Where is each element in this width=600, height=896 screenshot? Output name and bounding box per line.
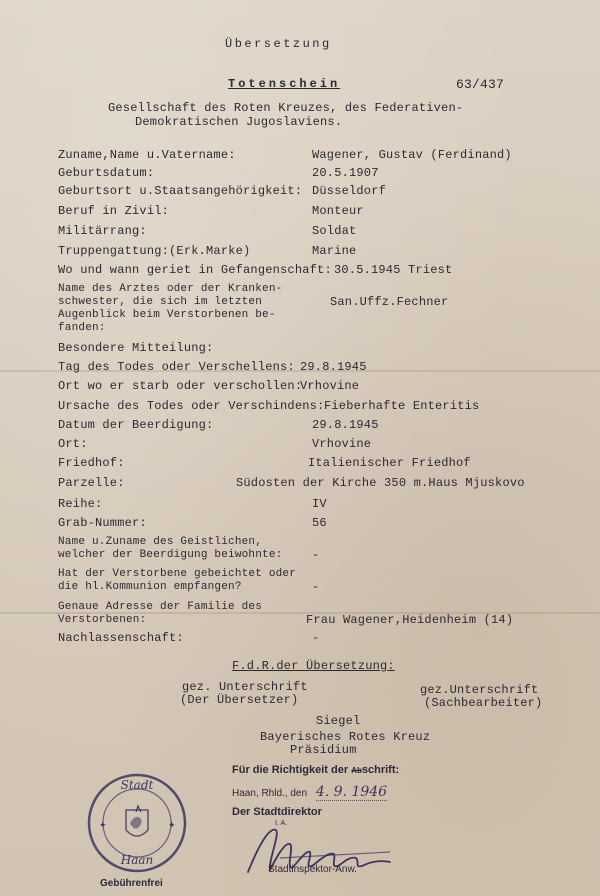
issuing-organization: Bayerisches Rotes Kreuz (260, 730, 431, 744)
field-value: 20.5.1907 (312, 166, 379, 180)
field-value: - (312, 631, 320, 645)
field-label: Nachlassenschaft: (58, 631, 184, 645)
field-label: Ort: (58, 437, 88, 451)
stamp-place-date: Haan, Rhld., den 4. 9. 1946 (232, 784, 388, 800)
field-label: Beruf in Zivil: (58, 204, 170, 218)
field-label: Hat der Verstorbene gebeichtet oder (58, 568, 297, 580)
document-heading: Übersetzung (225, 37, 332, 51)
field-value: San.Uffz.Fechner (330, 295, 449, 309)
fee-exempt-label: Gebührenfrei (100, 878, 163, 889)
field-label: Grab-Nummer: (58, 516, 147, 530)
seal-text-bottom: Haan (120, 853, 154, 867)
field-label: die hl.Kommunion empfangen? (58, 581, 242, 593)
translation-certification: F.d.R.der Übersetzung: (232, 659, 395, 673)
seal-text-top: Stadt (120, 778, 154, 792)
field-label: Truppengattung:(Erk.Marke) (58, 244, 251, 258)
field-label: Parzelle: (58, 476, 125, 490)
field-value: - (312, 580, 320, 594)
issuer-line: Gesellschaft des Roten Kreuzes, des Federativen- (108, 101, 464, 115)
document-title: Totenschein (228, 77, 341, 91)
field-label: Wo und wann geriet in Gefangenschaft: (58, 263, 332, 277)
field-value: Monteur (312, 204, 364, 218)
field-label: Augenblick beim Verstorbenen be- (58, 309, 276, 321)
field-label: welcher der Beerdigung beiwohnte: (58, 549, 283, 561)
field-label: Zuname,Name u.Vatername: (58, 148, 236, 162)
signature-translator-role: (Der Übersetzer) (180, 693, 299, 707)
document-number: 63/437 (456, 77, 505, 92)
field-label: Geburtsdatum: (58, 166, 155, 180)
field-value: Wagener, Gustav (Ferdinand) (312, 148, 512, 162)
field-value: Fieberhafte Enteritis (324, 399, 480, 413)
field-value: - (312, 548, 320, 562)
field-label: schwester, die sich im letzten (58, 296, 263, 308)
field-value: Südosten der Kirche 350 m.Haus Mjuskovo (236, 476, 525, 490)
field-value: Italienischer Friedhof (308, 456, 471, 470)
field-label: Friedhof: (58, 456, 125, 470)
stamp-office: Der Stadtdirektor (232, 806, 322, 818)
field-value: Vrhovine (312, 437, 372, 451)
field-value: Düsseldorf (312, 184, 387, 198)
svg-text:✦: ✦ (99, 821, 107, 831)
stamp-certified-copy: Für die Richtigkeit der Abschrift: (232, 764, 400, 776)
signature-translator: gez. Unterschrift (182, 680, 308, 694)
field-value: 29.8.1945 (300, 360, 367, 374)
signature-clerk-role: (Sachbearbeiter) (424, 696, 543, 710)
city-seal-icon (86, 772, 188, 874)
field-label: Tag des Todes oder Verschellens: (58, 360, 295, 374)
field-label: Datum der Beerdigung: (58, 418, 214, 432)
field-label: Reihe: (58, 497, 103, 511)
field-label: Besondere Mitteilung: (58, 341, 214, 355)
field-value: 56 (312, 516, 327, 530)
field-label: fanden: (58, 322, 106, 334)
field-value: IV (312, 497, 327, 511)
field-label: Ort wo er starb oder verschollen: (58, 379, 303, 393)
field-label: Genaue Adresse der Familie des (58, 601, 263, 613)
field-value: Frau Wagener,Heidenheim (14) (306, 613, 514, 627)
field-value: Vrhovine (300, 379, 360, 393)
field-label: Verstorbenen: (58, 614, 147, 626)
stamp-on-behalf: I. A. (275, 820, 288, 827)
field-value: Marine (312, 244, 357, 258)
field-label: Geburtsort u.Staatsangehörigkeit: (58, 184, 303, 198)
issuing-department: Präsidium (290, 743, 357, 757)
stamp-inspector: Stadtinspektor-Anw. (268, 864, 357, 875)
field-label: Militärrang: (58, 224, 147, 238)
issuer-line: Demokratischen Jugoslaviens. (135, 115, 343, 129)
field-label: Ursache des Todes oder Verschindens: (58, 399, 325, 413)
field-label: Name des Arztes oder der Kranken- (58, 283, 283, 295)
field-value: 30.5.1945 Triest (334, 263, 453, 277)
seal-label: Siegel (316, 714, 361, 728)
svg-text:✦: ✦ (168, 821, 176, 831)
field-label: Name u.Zuname des Geistlichen, (58, 536, 263, 548)
field-value: 29.8.1945 (312, 418, 379, 432)
signature-clerk: gez.Unterschrift (420, 683, 539, 697)
field-value: Soldat (312, 224, 357, 238)
handwritten-date: 4. 9. 1946 (315, 784, 388, 800)
